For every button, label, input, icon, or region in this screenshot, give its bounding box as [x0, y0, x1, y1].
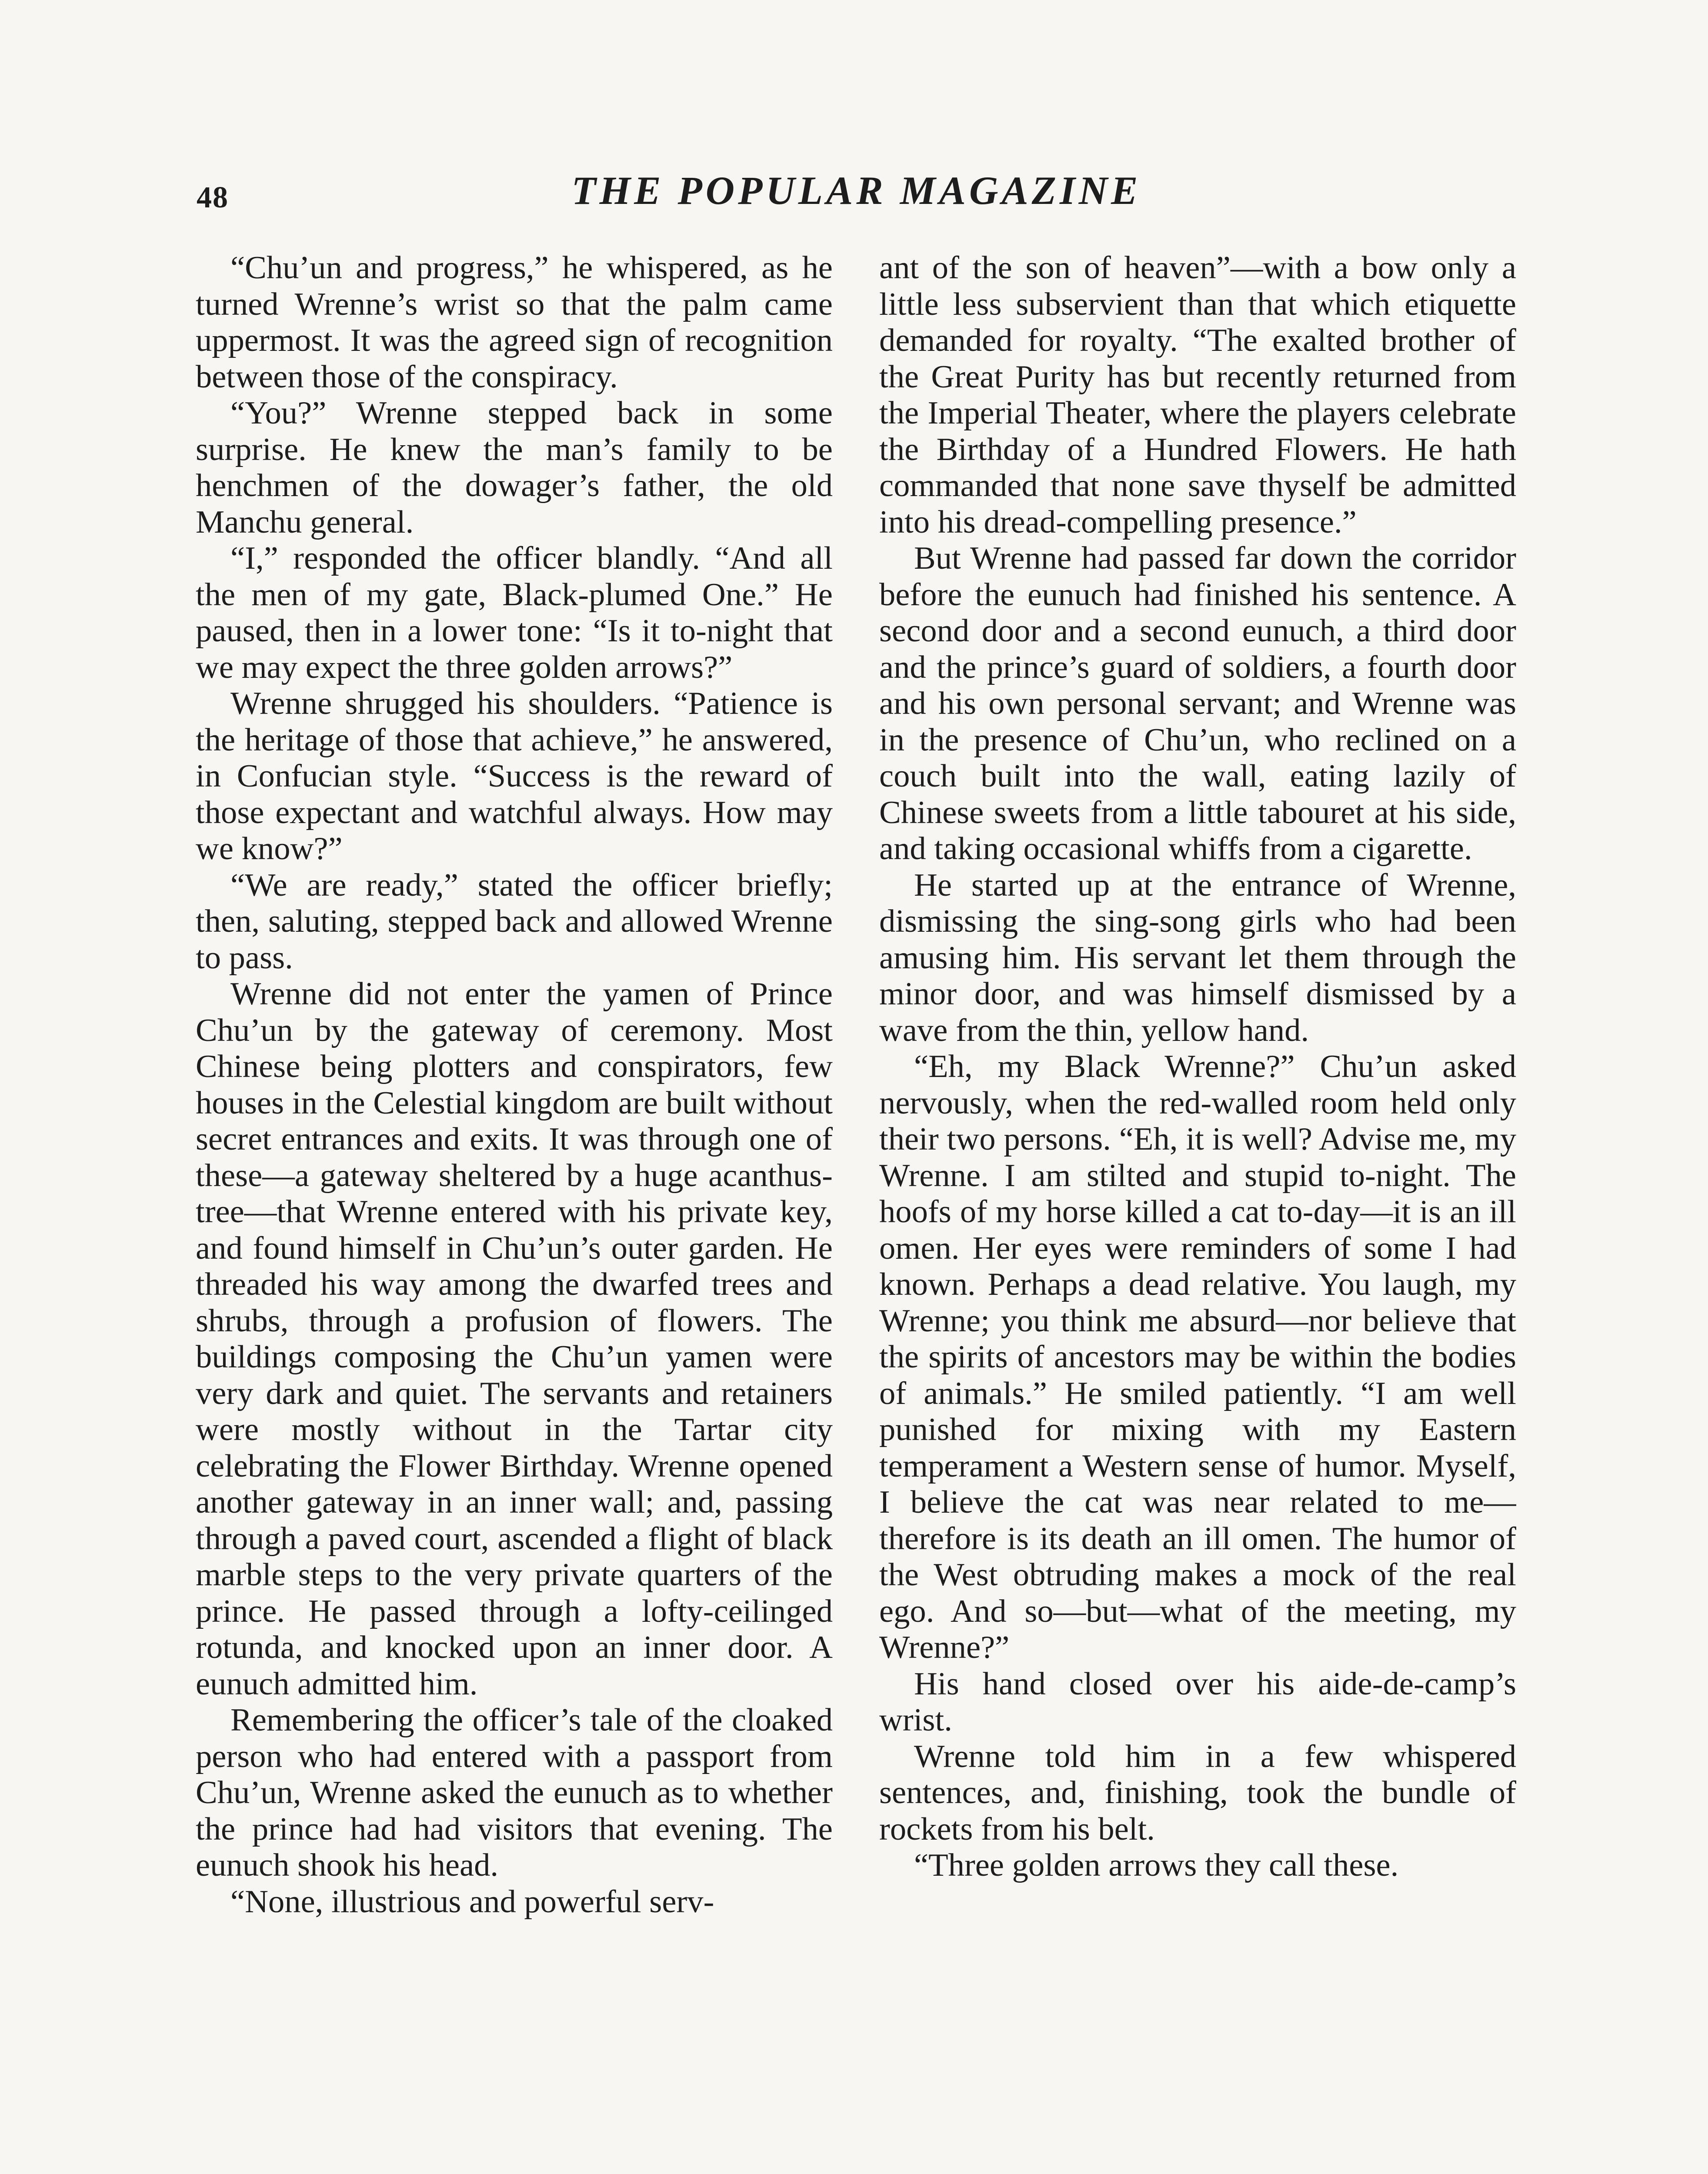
paragraph: “I,” responded the officer blandly. “And all the men of my gate, Black-plumed One.” He paused, then in a lower tone: “Is it to-night that we may expect the three golden arrows?”: [196, 540, 833, 685]
paragraph: Wrenne told him in a few whispered sentences, and, finishing, took the bundle of rockets from his belt.: [879, 1738, 1516, 1847]
paragraph: “Three golden arrows they call these.: [914, 1847, 1399, 1883]
page-header: [197, 167, 1516, 228]
paragraph: “You?” Wrenne stepped back in some surprise. He knew the man’s family to be henchmen of the dowager’s father, the old Manchu general.: [196, 395, 833, 540]
left-column: [196, 250, 833, 2174]
paragraph: “None, illustrious and powerful serv-: [230, 1884, 714, 1920]
page-number: 48: [197, 181, 229, 214]
paragraph: “Eh, my Black Wrenne?” Chu’un asked nervously, when the red-walled room held only their two persons. “Eh, it is well? Advise me, my Wrenne. I am stilted and stupid to-night. The hoofs of my horse killed a cat to-day—it is an ill omen. Her eyes were reminders of some I had known. Perhaps a dead relative. You laugh, my Wrenne; you think me absurd—nor believe that the spirits of ancestors may be within the bodies of animals.” He smiled patiently. “I am well punished for mixing with my Eastern temperament a Western sense of humor. Myself, I believe the cat was near related to me—therefore is its death an ill omen. The humor of the West obtruding makes a mock of the real ego. And so—but—what of the meeting, my Wrenne?”: [879, 1049, 1516, 1665]
paragraph: His hand closed over his aide-de-camp’s wrist.: [879, 1666, 1516, 1738]
paragraph: But Wrenne had passed far down the corridor before the eunuch had finished his sentence. A second door and a second eunuch, a third door and the prince’s guard of soldiers, a fourth door and his own personal servant; and Wrenne was in the presence of Chu’un, who reclined on a couch built into the wall, eating lazily of Chinese sweets from a little tabouret at his side, and taking occasional whiffs from a cigarette.: [879, 540, 1516, 867]
paragraph: Wrenne shrugged his shoulders. “Patience is the heritage of those that achieve,” he answered, in Confucian style. “Success is the reward of those expectant and watchful always. How may we know?”: [196, 686, 833, 867]
paragraph: ant of the son of heaven”—with a bow only a little less subservient than that which etiquette demanded for royalty. “The exalted brother of the Great Purity has but recently returned from the Imperial Theater, where the players celebrate the Birthday of a Hundred Flowers. He hath commanded that none save thyself be admitted into his dread-compelling presence.”: [879, 250, 1516, 540]
paragraph: “Chu’un and progress,” he whispered, as he turned Wrenne’s wrist so that the palm came uppermost. It was the agreed sign of recognition between those of the conspiracy.: [196, 250, 833, 395]
right-column: [879, 250, 1516, 2174]
paragraph: Remembering the officer’s tale of the cloaked person who had entered with a passport from Chu’un, Wrenne asked the eunuch as to whether the prince had had visitors that evening. The eunuch shook his head.: [196, 1702, 833, 1883]
paragraph: Wrenne did not enter the yamen of Prince Chu’un by the gateway of ceremony. Most Chinese being plotters and conspirators, few houses in the Celestial kingdom are built without secret entrances and exits. It was through one of these—a gateway sheltered by a huge acanthus-tree—that Wrenne entered with his private key, and found himself in Chu’un’s outer garden. He threaded his way among the dwarfed trees and shrubs, through a profusion of flowers. The buildings composing the Chu’un yamen were very dark and quiet. The servants and retainers were mostly without in the Tartar city celebrating the Flower Birthday. Wrenne opened another gateway in an inner wall; and, passing through a paved court, ascended a flight of black marble steps to the very private quarters of the prince. He passed through a lofty-ceilinged rotunda, and knocked upon an inner door. A eunuch admitted him.: [196, 976, 833, 1702]
running-title: THE POPULAR MAGAZINE: [571, 168, 1141, 213]
paragraph: “We are ready,” stated the officer briefly; then, saluting, stepped back and allowed Wrenne to pass.: [196, 867, 833, 976]
paragraph: He started up at the entrance of Wrenne, dismissing the sing-song girls who had been amusing him. His servant let them through the minor door, and was himself dismissed by a wave from the thin, yellow hand.: [879, 867, 1516, 1048]
